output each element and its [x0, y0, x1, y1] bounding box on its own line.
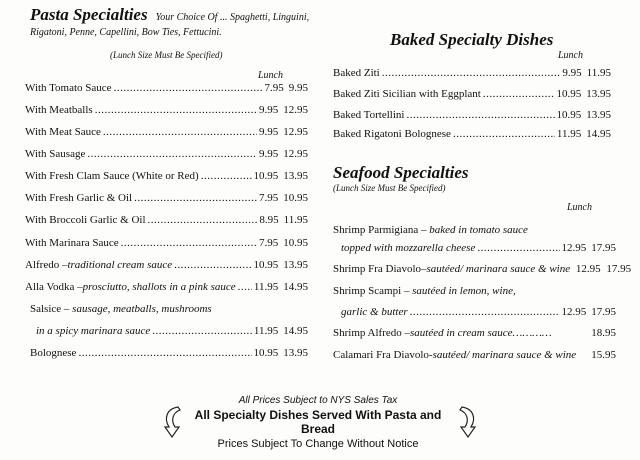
- curved-arrow-right-icon: [456, 405, 480, 439]
- pasta-item-row: [25, 214, 308, 226]
- footer-tax-note: All Prices Subject to NYS Sales Tax: [238, 395, 398, 406]
- scampi-line1: [333, 285, 516, 297]
- salsice-line1: [30, 303, 212, 315]
- bolognese-row: [30, 347, 308, 359]
- parm-line2: [341, 242, 616, 254]
- curved-arrow-left-icon: [160, 405, 184, 439]
- baked-item-name: Baked Ziti Sicilian with Eggplant: [333, 88, 481, 100]
- footer-price-change: Prices Subject To Change Without Notice: [217, 438, 419, 450]
- parm-dinner-price: 17.95: [591, 242, 616, 254]
- pasta-item-lunch-price: 11.95: [253, 281, 279, 293]
- pasta-item-row: [25, 148, 308, 160]
- pasta-item-lunch-price: 8.95: [259, 214, 279, 226]
- baked-item-lunch-price: 9.95: [562, 67, 582, 79]
- shrimp-alfredo-price: 18.95: [591, 327, 616, 339]
- baked-item-lunch-price: 10.95: [556, 88, 582, 100]
- fra-desc: sautéed/ marinara sauce & wine: [426, 263, 571, 275]
- fra-lunch-price: 12.95: [575, 263, 601, 275]
- pasta-item-dinner-price: 10.95: [283, 192, 308, 204]
- pasta-item-name: With Sausage: [25, 148, 86, 160]
- footer-notice: [187, 387, 449, 449]
- baked-item-lunch-price: 10.95: [556, 109, 582, 121]
- pasta-item-name: With Tomato Sauce: [25, 82, 112, 94]
- pasta-item-dinner-price: 9.95: [288, 82, 308, 94]
- baked-lunch-header: Lunch: [558, 50, 583, 61]
- pasta-item-dinner-price: 10.95: [283, 237, 308, 249]
- pasta-item-name: With Meat Sauce: [25, 126, 101, 138]
- fra-row: [333, 263, 631, 275]
- footer-served-with: All Specialty Dishes Served With Pasta and Bread: [194, 408, 442, 436]
- pasta-item-lunch-price: 7.95: [259, 192, 279, 204]
- scampi-lunch-price: 12.95: [561, 306, 587, 318]
- pasta-item-lunch-price: 9.95: [259, 148, 279, 160]
- baked-item-dinner-price: 13.95: [586, 109, 611, 121]
- pasta-item-dinner-price: 12.95: [283, 104, 308, 116]
- pasta-item-row: [25, 104, 308, 116]
- fra-name: Shrimp Fra Diavolo–: [333, 263, 427, 275]
- calamari-price: 15.95: [591, 349, 616, 361]
- baked-item-lunch-price: 11.95: [556, 128, 582, 140]
- salsice-lunch-price: 11.95: [253, 325, 279, 337]
- pasta-item-desc: prosciutto, shallots in a pink sauce: [82, 281, 236, 293]
- baked-item-row: [333, 128, 611, 140]
- bolognese-dinner-price: 13.95: [283, 347, 308, 359]
- pasta-item-lunch-price: 10.95: [253, 259, 279, 271]
- pasta-item-row: [25, 281, 308, 293]
- pasta-header: [30, 5, 309, 25]
- scampi-dinner-price: 17.95: [591, 306, 616, 318]
- pasta-lunch-note: (Lunch Size Must Be Specified): [110, 50, 223, 60]
- parm-name: Shrimp Parmigiana –: [333, 224, 430, 236]
- shrimp-alfredo-name: Shrimp Alfredo –: [333, 327, 410, 339]
- scampi-name: Shrimp Scampi –: [333, 285, 413, 297]
- pasta-item-lunch-price: 9.95: [259, 126, 279, 138]
- pasta-item-row: [25, 192, 308, 204]
- pasta-item-name: Alla Vodka –: [25, 281, 83, 293]
- fra-dinner-price: 17.95: [606, 263, 632, 275]
- pasta-item-lunch-price: 9.95: [259, 104, 279, 116]
- pasta-title: Pasta Specialties: [30, 5, 148, 24]
- pasta-item-name: With Broccoli Garlic & Oil: [25, 214, 146, 226]
- parm-desc: baked in tomato sauce: [429, 224, 528, 236]
- pasta-item-row: [25, 170, 308, 182]
- pasta-item-name: With Fresh Garlic & Oil: [25, 192, 133, 204]
- seafood-lunch-header: Lunch: [567, 202, 592, 213]
- pasta-item-dinner-price: 11.95: [283, 214, 308, 226]
- pasta-item-dinner-price: 12.95: [283, 148, 308, 160]
- salsice-name: Salsice –: [30, 303, 73, 315]
- salsice-line2: [36, 325, 308, 337]
- bolognese-name: Bolognese: [30, 347, 77, 359]
- seafood-lunch-note: (Lunch Size Must Be Specified): [333, 183, 446, 193]
- baked-item-name: Baked Tortellini: [333, 109, 405, 121]
- bolognese-lunch-price: 10.95: [253, 347, 279, 359]
- pasta-item-dinner-price: 13.95: [283, 259, 308, 271]
- pasta-item-row: [25, 126, 308, 138]
- parm-lunch-price: 12.95: [561, 242, 587, 254]
- seafood-title: Seafood Specialties: [333, 163, 469, 182]
- pasta-item-lunch-price: 10.95: [253, 170, 279, 182]
- pasta-item-lunch-price: 7.95: [264, 82, 284, 94]
- pasta-item-name: With Marinara Sauce: [25, 237, 119, 249]
- baked-item-row: [333, 109, 611, 121]
- scampi-line2: [341, 306, 616, 318]
- scampi-desc-2: garlic & butter: [341, 306, 408, 318]
- calamari-row: [333, 349, 616, 361]
- parm-desc-2: topped with mozzarella cheese: [341, 242, 476, 254]
- pasta-item-dinner-price: 14.95: [283, 281, 308, 293]
- baked-item-dinner-price: 11.95: [586, 67, 611, 79]
- shrimp-alfredo-row: [333, 327, 616, 339]
- pasta-choice-line1: Your Choice Of ... Spaghetti, Linguini,: [155, 12, 310, 23]
- pasta-item-name: With Meatballs: [25, 104, 93, 116]
- salsice-dinner-price: 14.95: [283, 325, 308, 337]
- shrimp-alfredo-desc: sautéed in cream sauce…………: [410, 327, 552, 339]
- pasta-item-row: [25, 259, 308, 271]
- pasta-choice-line2: Rigatoni, Penne, Capellini, Bow Ties, Fettucini.: [30, 27, 222, 38]
- pasta-item-lunch-price: 7.95: [259, 237, 279, 249]
- baked-title: Baked Specialty Dishes: [390, 30, 554, 49]
- calamari-desc: sautéed/ marinara sauce & wine: [432, 349, 577, 361]
- pasta-item-row: [25, 82, 308, 94]
- pasta-item-dinner-price: 13.95: [283, 170, 308, 182]
- baked-item-dinner-price: 13.95: [586, 88, 611, 100]
- pasta-item-desc: traditional cream sauce: [67, 259, 173, 271]
- calamari-name: Calamari Fra Diavolo-: [333, 349, 433, 361]
- salsice-desc-2: in a spicy marinara sauce: [36, 325, 151, 337]
- pasta-lunch-header: Lunch: [258, 70, 283, 81]
- baked-item-name: Baked Rigatoni Bolognese: [333, 128, 451, 140]
- baked-item-name: Baked Ziti: [333, 67, 380, 79]
- baked-item-row: [333, 88, 611, 100]
- parm-line1: [333, 224, 528, 236]
- pasta-item-row: [25, 237, 308, 249]
- baked-item-dinner-price: 14.95: [586, 128, 611, 140]
- pasta-item-dinner-price: 12.95: [283, 126, 308, 138]
- scampi-desc: sautéed in lemon, wine,: [412, 285, 516, 297]
- salsice-desc: sausage, meatballs, mushrooms: [72, 303, 212, 315]
- pasta-item-name: Alfredo –: [25, 259, 68, 271]
- baked-item-row: [333, 67, 611, 79]
- pasta-item-name: With Fresh Clam Sauce (White or Red): [25, 170, 199, 182]
